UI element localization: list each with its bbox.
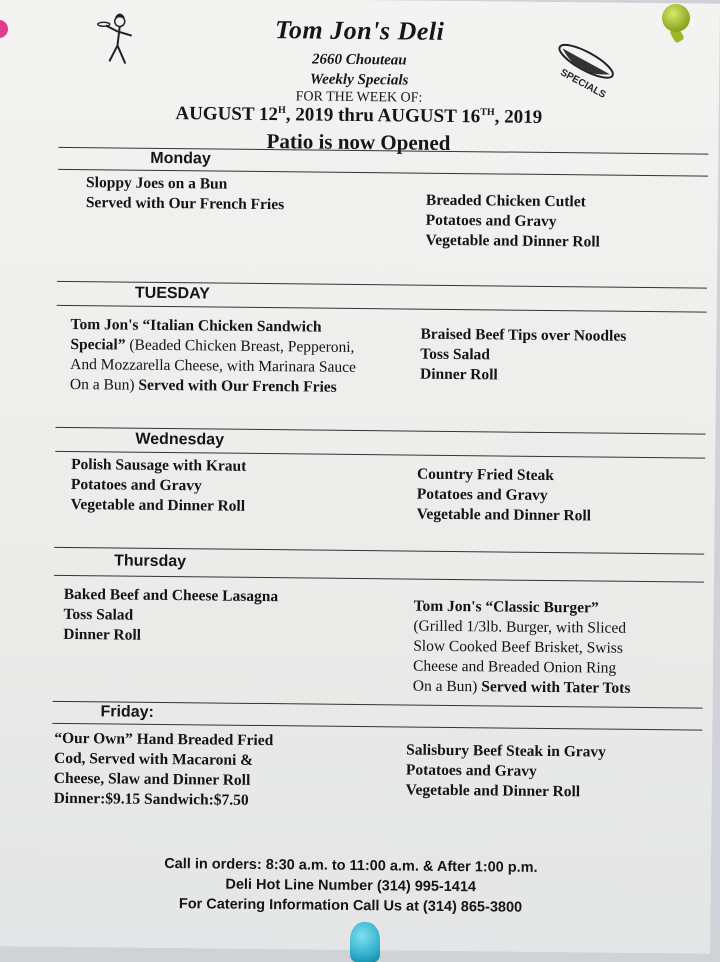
hotline-number: Deli Hot Line Number (314) 995-1414 [225,876,477,896]
wednesday-special-2: Country Fried Steak Potatoes and Gravy Vegetable and Dinner Roll [416,465,592,525]
friday-special-2: Salisbury Beef Steak in Gravy Potatoes and Gravy Vegetable and Dinner Roll [405,741,607,801]
weekly-specials-title: Weekly Specials [309,71,409,89]
tuesday-special-2: Braised Beef Tips over Noodles Toss Salad Dinner Roll [419,325,627,384]
day-label-thursday: Thursday [114,552,187,571]
friday-special-1: “Our Own” Hand Breaded Fried Cod, Served with Macaroni & Cheese, Slaw and Dinner Roll Dinner:$9.15 Sandwich:$7.50 [53,729,274,809]
day-label-monday: Monday [150,149,211,168]
deli-name: Tom Jon's Deli [274,15,445,46]
thursday-special-2: Tom Jon's “Classic Burger” (Grilled 1/3lb. Burger, with Sliced Slow Cooked Beef Brisket, Swiss Cheese and Breaded Onion Ring On a Bun) Served with Tater Tots [412,597,631,697]
pushpin-icon [350,922,380,962]
wednesday-special-1: Polish Sausage with Kraut Potatoes and Gravy Vegetable and Dinner Roll [70,456,247,515]
day-label-tuesday: TUESDAY [134,284,210,303]
call-in-hours: Call in orders: 8:30 a.m. to 11:00 a.m. & After 1:00 p.m. [164,855,538,876]
divider [57,305,707,313]
day-label-wednesday: Wednesday [135,430,225,449]
tuesday-special-1: Tom Jon's “Italian Chicken Sandwich Special” (Beaded Chicken Breast, Pepperoni, And Mozzarella Cheese, with Marinara Sauce On a Bun) Served with Our French Fries [69,315,357,396]
pushpin-icon [662,4,690,32]
footer-info [0,852,711,920]
monday-special-2: Breaded Chicken Cutlet Potatoes and Gravy Vegetable and Dinner Roll [425,191,600,251]
for-week-label: FOR THE WEEK OF: [295,89,423,106]
divider [54,575,704,583]
patio-notice: Patio is now Opened [266,129,451,155]
week-dates: AUGUST $12^H$, 2019 thru AUGUST 16TH, 2019 [175,103,543,128]
thursday-special-1: Baked Beef and Cheese Lasagna Toss Salad Dinner Roll [63,585,279,644]
specials-stamp-text: SPECIALS [558,67,608,101]
catering-number: For Catering Information Call Us at (314) 865-3800 [178,896,523,916]
day-label-friday: Friday: [100,703,154,721]
deli-address: 2660 Chouteau [311,51,407,69]
monday-special-1: Sloppy Joes on a Bun Served with Our French Fries [85,174,285,214]
